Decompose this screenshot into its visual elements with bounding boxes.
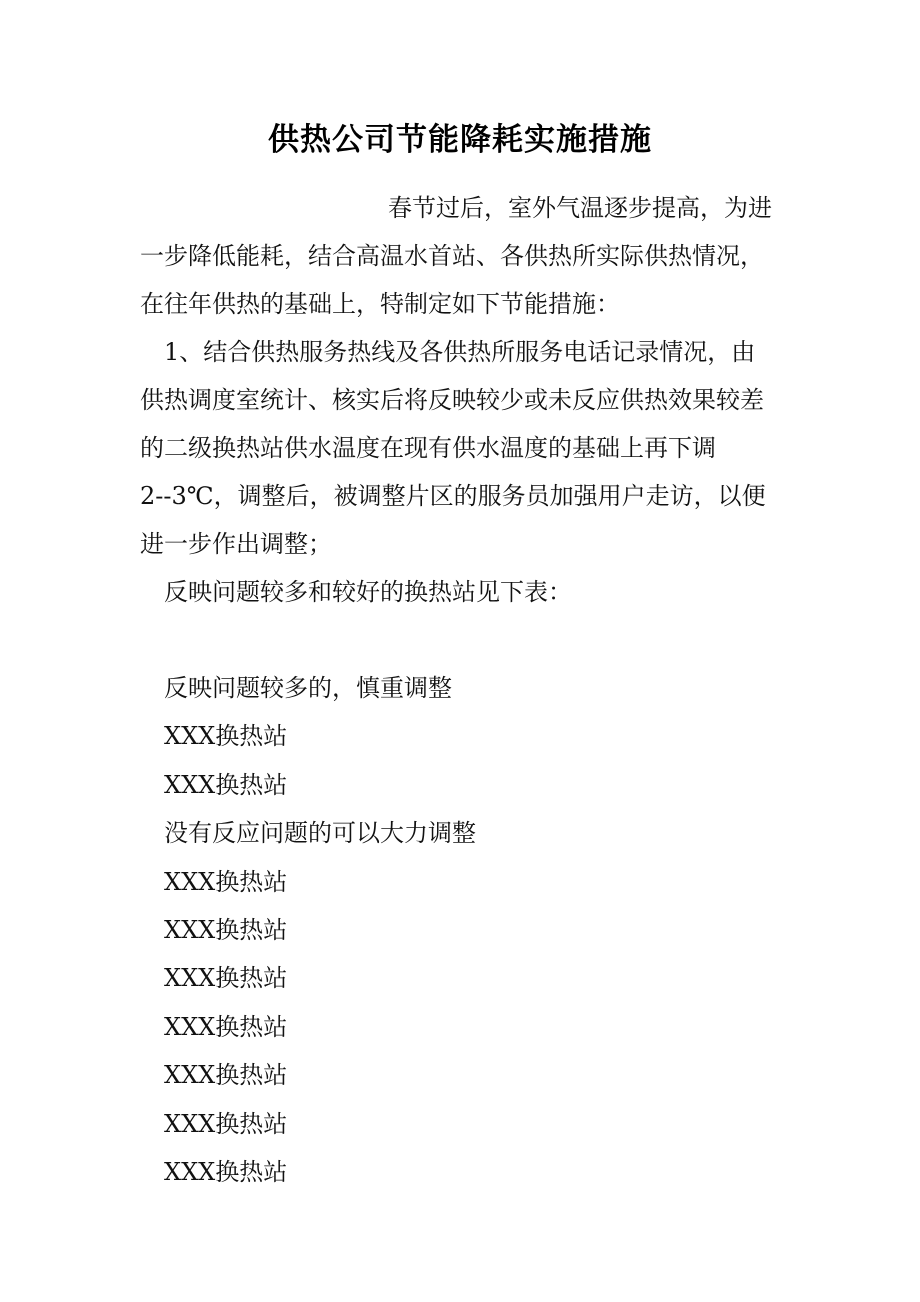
document-title: 供热公司节能降耗实施措施: [268, 122, 652, 158]
measure-1-line-2: 供热调度室统计、核实后将反映较少或未反应供热效果较差: [140, 386, 764, 414]
table-intro: 反映问题较多和较好的换热站见下表：: [164, 578, 572, 606]
list-heading-many-issues: 反映问题较多的，慎重调整: [164, 674, 452, 702]
list-item: XXX换热站: [164, 867, 288, 896]
measure-1-line-4: 2--3℃，调整后，被调整片区的服务员加强用户走访，以便: [140, 482, 766, 510]
list-item: XXX换热站: [164, 1158, 288, 1187]
list-item: XXX换热站: [164, 722, 288, 751]
station-list: [164, 664, 476, 1196]
measure-1-paragraph: [140, 328, 790, 568]
measure-1-line-1: 1、结合供热服务热线及各供热所服务电话记录情况，由: [164, 338, 756, 366]
intro-line-3: 在往年供热的基础上，特制定如下节能措施：: [140, 290, 620, 318]
list-heading-no-issues: 没有反应问题的可以大力调整: [164, 819, 476, 848]
list-item: XXX换热站: [164, 916, 288, 945]
list-item: XXX换热站: [164, 1061, 288, 1090]
measure-1-line-3: 的二级换热站供水温度在现有供水温度的基础上再下调: [140, 434, 716, 462]
intro-line-1: 春节过后，室外气温逐步提高，为进: [388, 194, 772, 222]
measure-1-line-5: 进一步作出调整；: [140, 530, 332, 558]
list-item: XXX换热站: [164, 1109, 288, 1138]
list-item: XXX换热站: [164, 770, 288, 799]
list-item: XXX换热站: [164, 1012, 288, 1041]
list-item: XXX换热站: [164, 964, 288, 993]
intro-paragraph: [140, 184, 790, 328]
intro-line-2: 一步降低能耗，结合高温水首站、各供热所实际供热情况，: [140, 242, 764, 270]
